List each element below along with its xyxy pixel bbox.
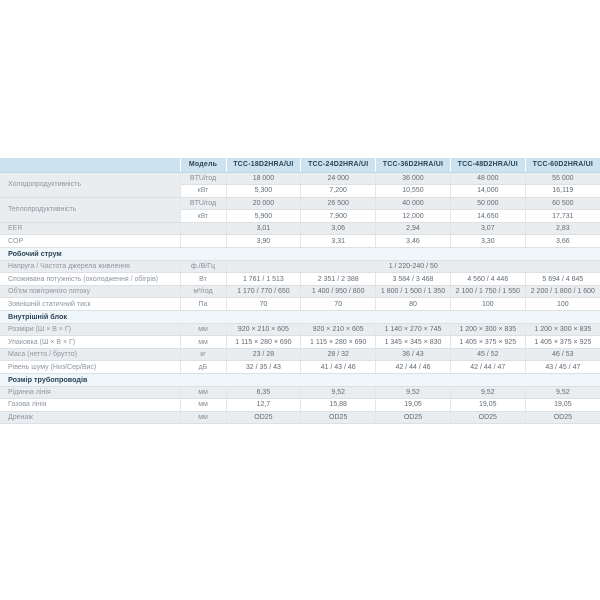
unit-cell: Вт [180,273,226,286]
row-label: EER [0,222,180,235]
value-cell-0: 20 000 [226,197,301,210]
spec-row [0,361,600,374]
value-cell-0: 18 000 [226,172,301,185]
spec-row [0,197,600,210]
row-label: Маса (нетто / брутто) [0,348,180,361]
value-cell-1: 9,52 [301,386,376,399]
value-cell-3: 1 200 × 300 × 835 [450,323,525,336]
value-cell-0: 1 170 / 770 / 650 [226,285,301,298]
row-label: Рідинна лінія [0,386,180,399]
value-cell-0: 32 / 35 / 43 [226,361,301,374]
value-cell-2: 80 [376,298,451,311]
section-row [0,311,600,324]
section-header: Внутрішній блок [0,311,600,324]
value-cell-0: 1 115 × 280 × 690 [226,336,301,349]
spec-row [0,273,600,286]
value-cell-3: 3,30 [450,235,525,248]
value-cell-4: 1 405 × 375 × 925 [525,336,600,349]
spec-table [0,158,600,424]
value-cell-2: 36 / 43 [376,348,451,361]
spec-row [0,323,600,336]
value-cell-0: 5,900 [226,210,301,223]
unit-cell: кВт [180,185,226,198]
value-cell-1: 2 351 / 2 388 [301,273,376,286]
unit-cell: Па [180,298,226,311]
row-label: Дренаж [0,411,180,424]
value-cell-2: 1 800 / 1 500 / 1 350 [376,285,451,298]
value-cell-span: 1 / 220-240 / 50 [226,260,600,273]
value-cell-1: OD25 [301,411,376,424]
row-label: Розміри (Ш × В × Г) [0,323,180,336]
value-cell-4: 2 200 / 1 800 / 1 600 [525,285,600,298]
value-cell-4: 46 / 53 [525,348,600,361]
unit-cell: кг [180,348,226,361]
value-cell-1: 24 000 [301,172,376,185]
value-cell-4: 9,52 [525,386,600,399]
spec-row [0,285,600,298]
value-cell-1: 41 / 43 / 46 [301,361,376,374]
spec-table-body [0,172,600,424]
value-cell-3: 42 / 44 / 47 [450,361,525,374]
value-cell-2: OD25 [376,411,451,424]
row-label: Газова лінія [0,399,180,412]
unit-cell [180,235,226,248]
unit-cell [180,222,226,235]
value-cell-2: 9,52 [376,386,451,399]
spec-row [0,348,600,361]
row-label: Упаковка (Ш × В × Г) [0,336,180,349]
value-cell-1: 26 500 [301,197,376,210]
model-header-4: TCC-60D2HRA/UI [525,158,600,172]
value-cell-4: 100 [525,298,600,311]
value-cell-1: 28 / 32 [301,348,376,361]
value-cell-3: 45 / 52 [450,348,525,361]
spec-row [0,222,600,235]
value-cell-1: 7,900 [301,210,376,223]
row-label: Напруга / Частота джерела живлення [0,260,180,273]
spec-row [0,172,600,185]
value-cell-0: 12,7 [226,399,301,412]
spec-row [0,386,600,399]
value-cell-4: 19,05 [525,399,600,412]
value-cell-3: 2 100 / 1 750 / 1 550 [450,285,525,298]
spec-row [0,411,600,424]
unit-cell: дБ [180,361,226,374]
value-cell-0: 3,01 [226,222,301,235]
section-row [0,248,600,261]
value-cell-3: 48 000 [450,172,525,185]
value-cell-2: 1 345 × 345 × 830 [376,336,451,349]
value-cell-3: 4 560 / 4 446 [450,273,525,286]
value-cell-1: 1 115 × 280 × 690 [301,336,376,349]
spec-row [0,336,600,349]
value-cell-4: 1 200 × 300 × 835 [525,323,600,336]
row-label: Споживана потужність (охолодження / обігрів) [0,273,180,286]
value-cell-2: 3,46 [376,235,451,248]
value-cell-2: 42 / 44 / 46 [376,361,451,374]
value-cell-1: 70 [301,298,376,311]
unit-cell: мм [180,336,226,349]
value-cell-2: 3 584 / 3 468 [376,273,451,286]
model-header-0: TCC-18D2HRA/UI [226,158,301,172]
spec-table-header [0,158,600,172]
value-cell-4: 55 000 [525,172,600,185]
section-header: Розмір трубопроводів [0,374,600,387]
value-cell-2: 2,94 [376,222,451,235]
value-cell-3: OD25 [450,411,525,424]
value-cell-2: 19,05 [376,399,451,412]
value-cell-3: 100 [450,298,525,311]
row-label: COP [0,235,180,248]
value-cell-4: 16,119 [525,185,600,198]
unit-cell: мм [180,399,226,412]
value-cell-4: 17,731 [525,210,600,223]
value-cell-0: OD25 [226,411,301,424]
value-cell-1: 1 400 / 950 / 800 [301,285,376,298]
value-cell-3: 9,52 [450,386,525,399]
header-empty-cell [0,158,180,172]
model-header-3: TCC-48D2HRA/UI [450,158,525,172]
value-cell-3: 14,000 [450,185,525,198]
value-cell-0: 1 761 / 1 513 [226,273,301,286]
unit-cell: мм [180,323,226,336]
row-label: Теплопродуктивність [0,197,180,222]
value-cell-0: 23 / 28 [226,348,301,361]
value-cell-4: 3,66 [525,235,600,248]
unit-cell: мм [180,411,226,424]
value-cell-3: 19,05 [450,399,525,412]
value-cell-2: 40 000 [376,197,451,210]
row-label: Холодопродуктивність [0,172,180,197]
spec-row [0,298,600,311]
value-cell-1: 920 × 210 × 605 [301,323,376,336]
model-label-cell: Модель [180,158,226,172]
row-label: Зовнішній статичний тиск [0,298,180,311]
value-cell-2: 36 000 [376,172,451,185]
row-label: Рівень шуму (Низ/Сер/Вис) [0,361,180,374]
section-header: Робочий струм [0,248,600,261]
value-cell-0: 3,90 [226,235,301,248]
value-cell-4: OD25 [525,411,600,424]
value-cell-1: 15,88 [301,399,376,412]
unit-cell: ф./В/Гц [180,260,226,273]
unit-cell: м³/год [180,285,226,298]
spec-table-container [0,158,600,424]
spec-row [0,399,600,412]
value-cell-0: 6,35 [226,386,301,399]
value-cell-0: 5,300 [226,185,301,198]
value-cell-4: 60 500 [525,197,600,210]
value-cell-1: 3,31 [301,235,376,248]
unit-cell: BTU/год [180,172,226,185]
value-cell-2: 10,550 [376,185,451,198]
model-header-row [0,158,600,172]
row-label: Об'єм повітряного потоку [0,285,180,298]
value-cell-3: 50 000 [450,197,525,210]
value-cell-4: 2,83 [525,222,600,235]
value-cell-0: 70 [226,298,301,311]
value-cell-2: 12,000 [376,210,451,223]
value-cell-1: 7,200 [301,185,376,198]
spec-row [0,235,600,248]
model-header-2: TCC-36D2HRA/UI [376,158,451,172]
value-cell-2: 1 140 × 270 × 745 [376,323,451,336]
value-cell-1: 3,06 [301,222,376,235]
value-cell-3: 1 405 × 375 × 925 [450,336,525,349]
value-cell-4: 43 / 45 / 47 [525,361,600,374]
model-header-1: TCC-24D2HRA/UI [301,158,376,172]
unit-cell: мм [180,386,226,399]
spec-row [0,260,600,273]
value-cell-4: 5 694 / 4 845 [525,273,600,286]
value-cell-3: 3,07 [450,222,525,235]
unit-cell: BTU/год [180,197,226,210]
value-cell-0: 920 × 210 × 605 [226,323,301,336]
unit-cell: кВт [180,210,226,223]
section-row [0,374,600,387]
value-cell-3: 14,650 [450,210,525,223]
